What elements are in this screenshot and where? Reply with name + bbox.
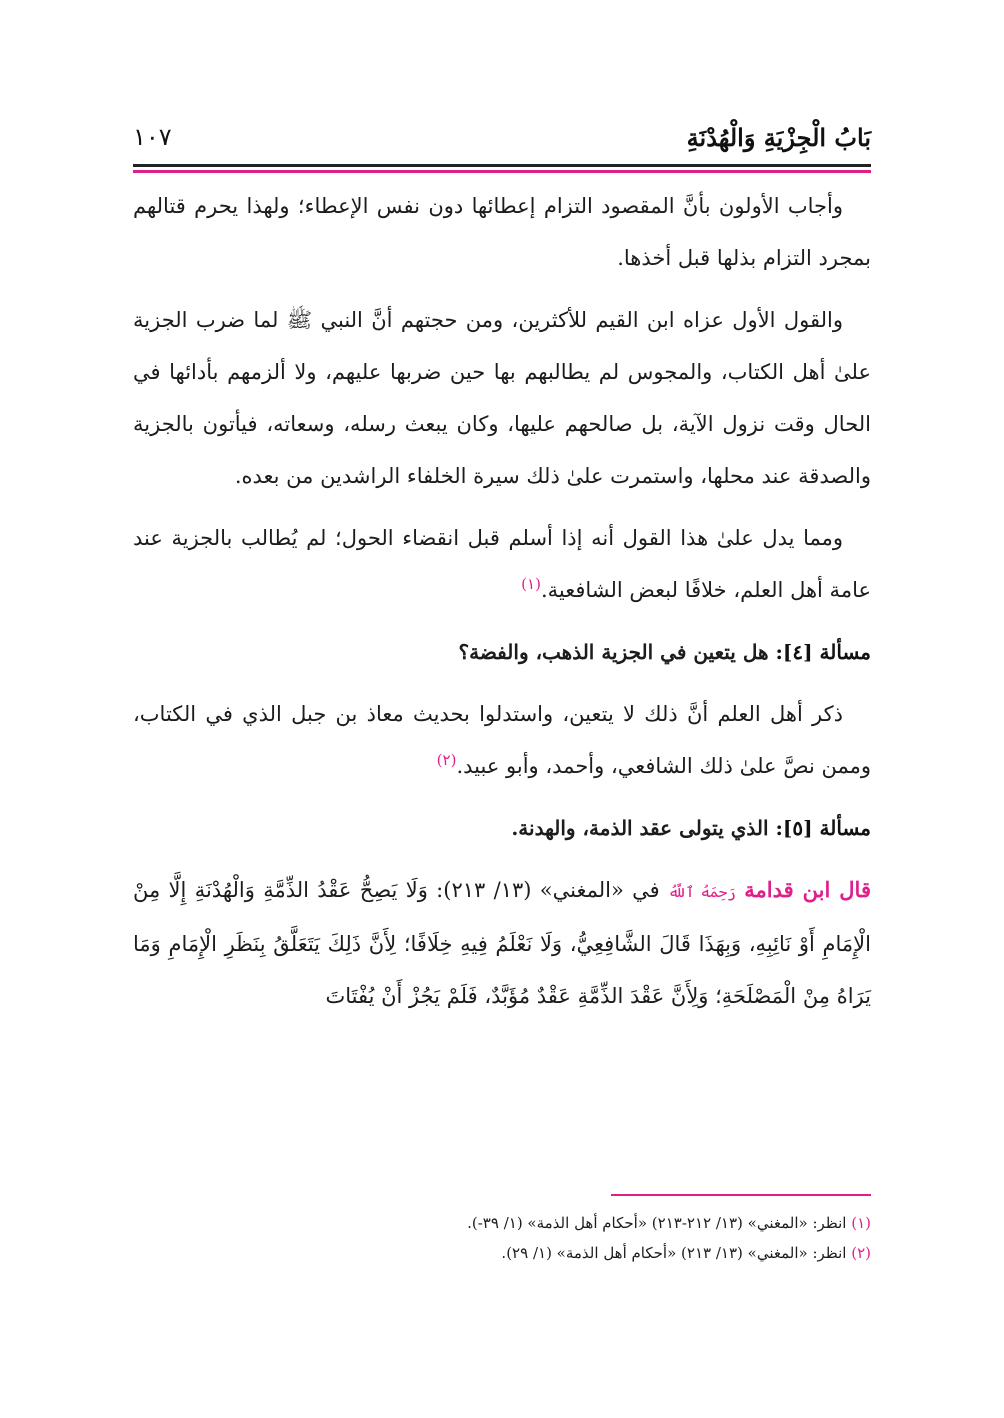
- footnote-ref[interactable]: (٢): [436, 751, 457, 769]
- quote-text: في «المغني» (١٣/ ٢١٣): وَلَا يَصِحُّ عَقْدُ الذِّمَّةِ وَالْهُدْنَةِ إِلَّا مِنْ الْإِمَامِ أَوْ نَائِبِهِ، وَبِهَذَا قَالَ الشَّافِعِيُّ، وَلَا نَعْلَمُ فِيهِ خِلَافًا؛ لِأَنَّ ذَلِكَ يَتَعَلَّقُ بِنَظَرِ الْإِمَامِ وَمَا يَرَاهُ مِنْ الْمَصْلَحَةِ؛ وَلِأَنَّ عَقْدَ الذِّمَّةِ عَقْدٌ مُؤَبَّدٌ، فَلَمْ يَجُزْ أَنْ يُفْتَاتَ: [133, 878, 871, 1008]
- quote-paragraph: [133, 864, 871, 1022]
- footnotes: [133, 1208, 871, 1268]
- paragraph-text: ذكر أهل العلم أنَّ ذلك لا يتعين، واستدلوا بحديث معاذ بن جبل الذي في الكتاب، وممن نصَّ علىٰ ذلك الشافعي، وأحمد، وأبو عبيد.: [133, 702, 871, 778]
- header-rule: [133, 164, 871, 167]
- paragraph-text: ومما يدل علىٰ هذا القول أنه إذا أسلم قبل انقضاء الحول؛ لم يُطالب بالجزية عند عامة أهل العلم، خلافًا لبعض الشافعية.: [133, 526, 871, 602]
- issue-heading: [133, 802, 871, 854]
- quote-speaker: قال ابن قدامة: [744, 877, 871, 902]
- footnote-ref[interactable]: (١): [521, 575, 541, 593]
- footnote-separator: [611, 1194, 871, 1196]
- issue-heading: [133, 626, 871, 678]
- body-text: [133, 180, 871, 1032]
- footnote: [133, 1208, 871, 1238]
- footnote-text: انظر: «المغني» (١٣/ ٢١٣) «أحكام أهل الذمة» (١/ ٢٩).: [501, 1244, 847, 1262]
- page-number: ١٠٧: [133, 123, 172, 151]
- header-accent-rule: [133, 170, 871, 173]
- issue-label: مسألة [٥]:: [775, 816, 871, 840]
- footnote-number: (١): [851, 1214, 871, 1232]
- paragraph: [133, 512, 871, 616]
- footnote-text: انظر: «المغني» (١٣/ ٢١٢-٢١٣) «أحكام أهل الذمة» (١/ ٣٩-).: [467, 1214, 847, 1232]
- paragraph: [133, 688, 871, 792]
- paragraph: [133, 294, 871, 502]
- issue-title: هل يتعين في الجزية الذهب، والفضة؟: [458, 640, 769, 664]
- issue-label: مسألة [٤]:: [775, 640, 871, 664]
- book-page: [133, 112, 871, 1322]
- paragraph: [133, 180, 871, 284]
- footnote: [133, 1238, 871, 1268]
- footnote-number: (٢): [851, 1244, 871, 1262]
- paragraph-text: وأجاب الأولون بأنَّ المقصود التزام إعطائها دون نفس الإعطاء؛ ولهذا يحرم قتالهم بمجرد التزام بذلها قبل أخذها.: [133, 194, 871, 270]
- running-title: بَابُ الْجِزْيَةِ وَالْهُدْنَةِ: [686, 122, 871, 152]
- paragraph-text: والقول الأول عزاه ابن القيم للأكثرين، ومن حجتهم أنَّ النبي ﷺ لما ضرب الجزية علىٰ أهل الكتاب، والمجوس لم يطالبهم بها حين ضربها عليهم، ولا ألزمهم بأدائها في الحال وقت نزول الآية، بل صالحهم عليها، وكان يبعث رسله، وسعاته، فيأتون بالجزية والصدقة عند محلها، واستمرت علىٰ ذلك سيرة الخلفاء الراشدين من بعده.: [133, 308, 871, 488]
- page-header: [133, 112, 871, 162]
- issue-title: الذي يتولى عقد الذمة، والهدنة.: [511, 816, 769, 840]
- honorific: رَحِمَهُ ٱللَّهُ: [668, 883, 736, 901]
